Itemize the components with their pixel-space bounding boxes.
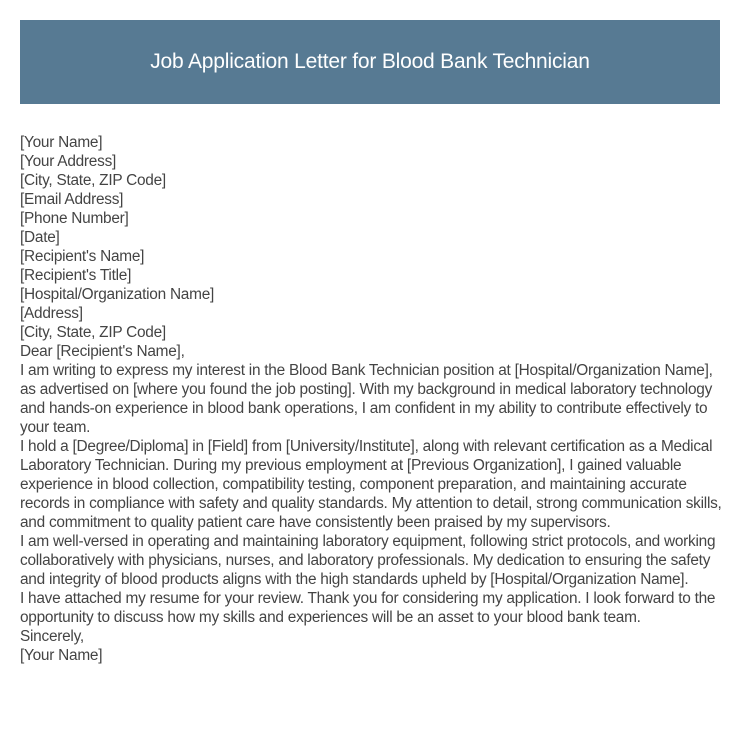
closing: Sincerely,	[20, 628, 84, 645]
recipient-address: [Address]	[20, 305, 83, 322]
recipient-name: [Recipient's Name]	[20, 248, 145, 265]
recipient-block	[20, 247, 725, 342]
recipient-city-state-zip: [City, State, ZIP Code]	[20, 324, 166, 341]
sender-email: [Email Address]	[20, 191, 124, 208]
letter-body	[20, 133, 725, 665]
page-title: Job Application Letter for Blood Bank Technician	[150, 50, 590, 73]
recipient-title: [Recipient's Title]	[20, 267, 132, 284]
paragraph-qualifications: I hold a [Degree/Diploma] in [Field] from [University/Institute], along with relevant certification as a Medical Laboratory Technician. During my previous employment at [Previous Organization], I gained valuable experience in blood collection, compatibility testing, component preparation, and maintaining accurate records in compliance with safety and quality standards. My attention to detail, strong communication skills, and commitment to quality patient care have consistently been praised by my supervisors.	[20, 438, 722, 531]
paragraph-closing: I have attached my resume for your review. Thank you for considering my application. I look forward to the opportunity to discuss how my skills and experiences will be an asset to your blood bank team.	[20, 590, 716, 626]
sender-city-state-zip: [City, State, ZIP Code]	[20, 172, 166, 189]
sender-block	[20, 133, 725, 228]
salutation: Dear [Recipient's Name],	[20, 343, 185, 360]
sender-address: [Your Address]	[20, 153, 117, 170]
paragraph-skills: I am well-versed in operating and maintaining laboratory equipment, following strict protocols, and working collaboratively with physicians, nurses, and laboratory professionals. My dedication to ensuring the safety and integrity of blood products aligns with the high standards upheld by [Hospital/Organization Name].	[20, 533, 716, 588]
sender-phone: [Phone Number]	[20, 210, 129, 227]
page-header	[20, 20, 720, 104]
recipient-organization: [Hospital/Organization Name]	[20, 286, 215, 303]
paragraph-intro: I am writing to express my interest in the Blood Bank Technician position at [Hospital/Organization Name], as advertised on [where you found the job posting]. With my background in medical laboratory technology and hands-on experience in blood bank operations, I am confident in my ability to contribute effectively to your team.	[20, 362, 713, 436]
signature: [Your Name]	[20, 647, 103, 664]
letter-date: [Date]	[20, 229, 60, 246]
sender-name: [Your Name]	[20, 134, 103, 151]
